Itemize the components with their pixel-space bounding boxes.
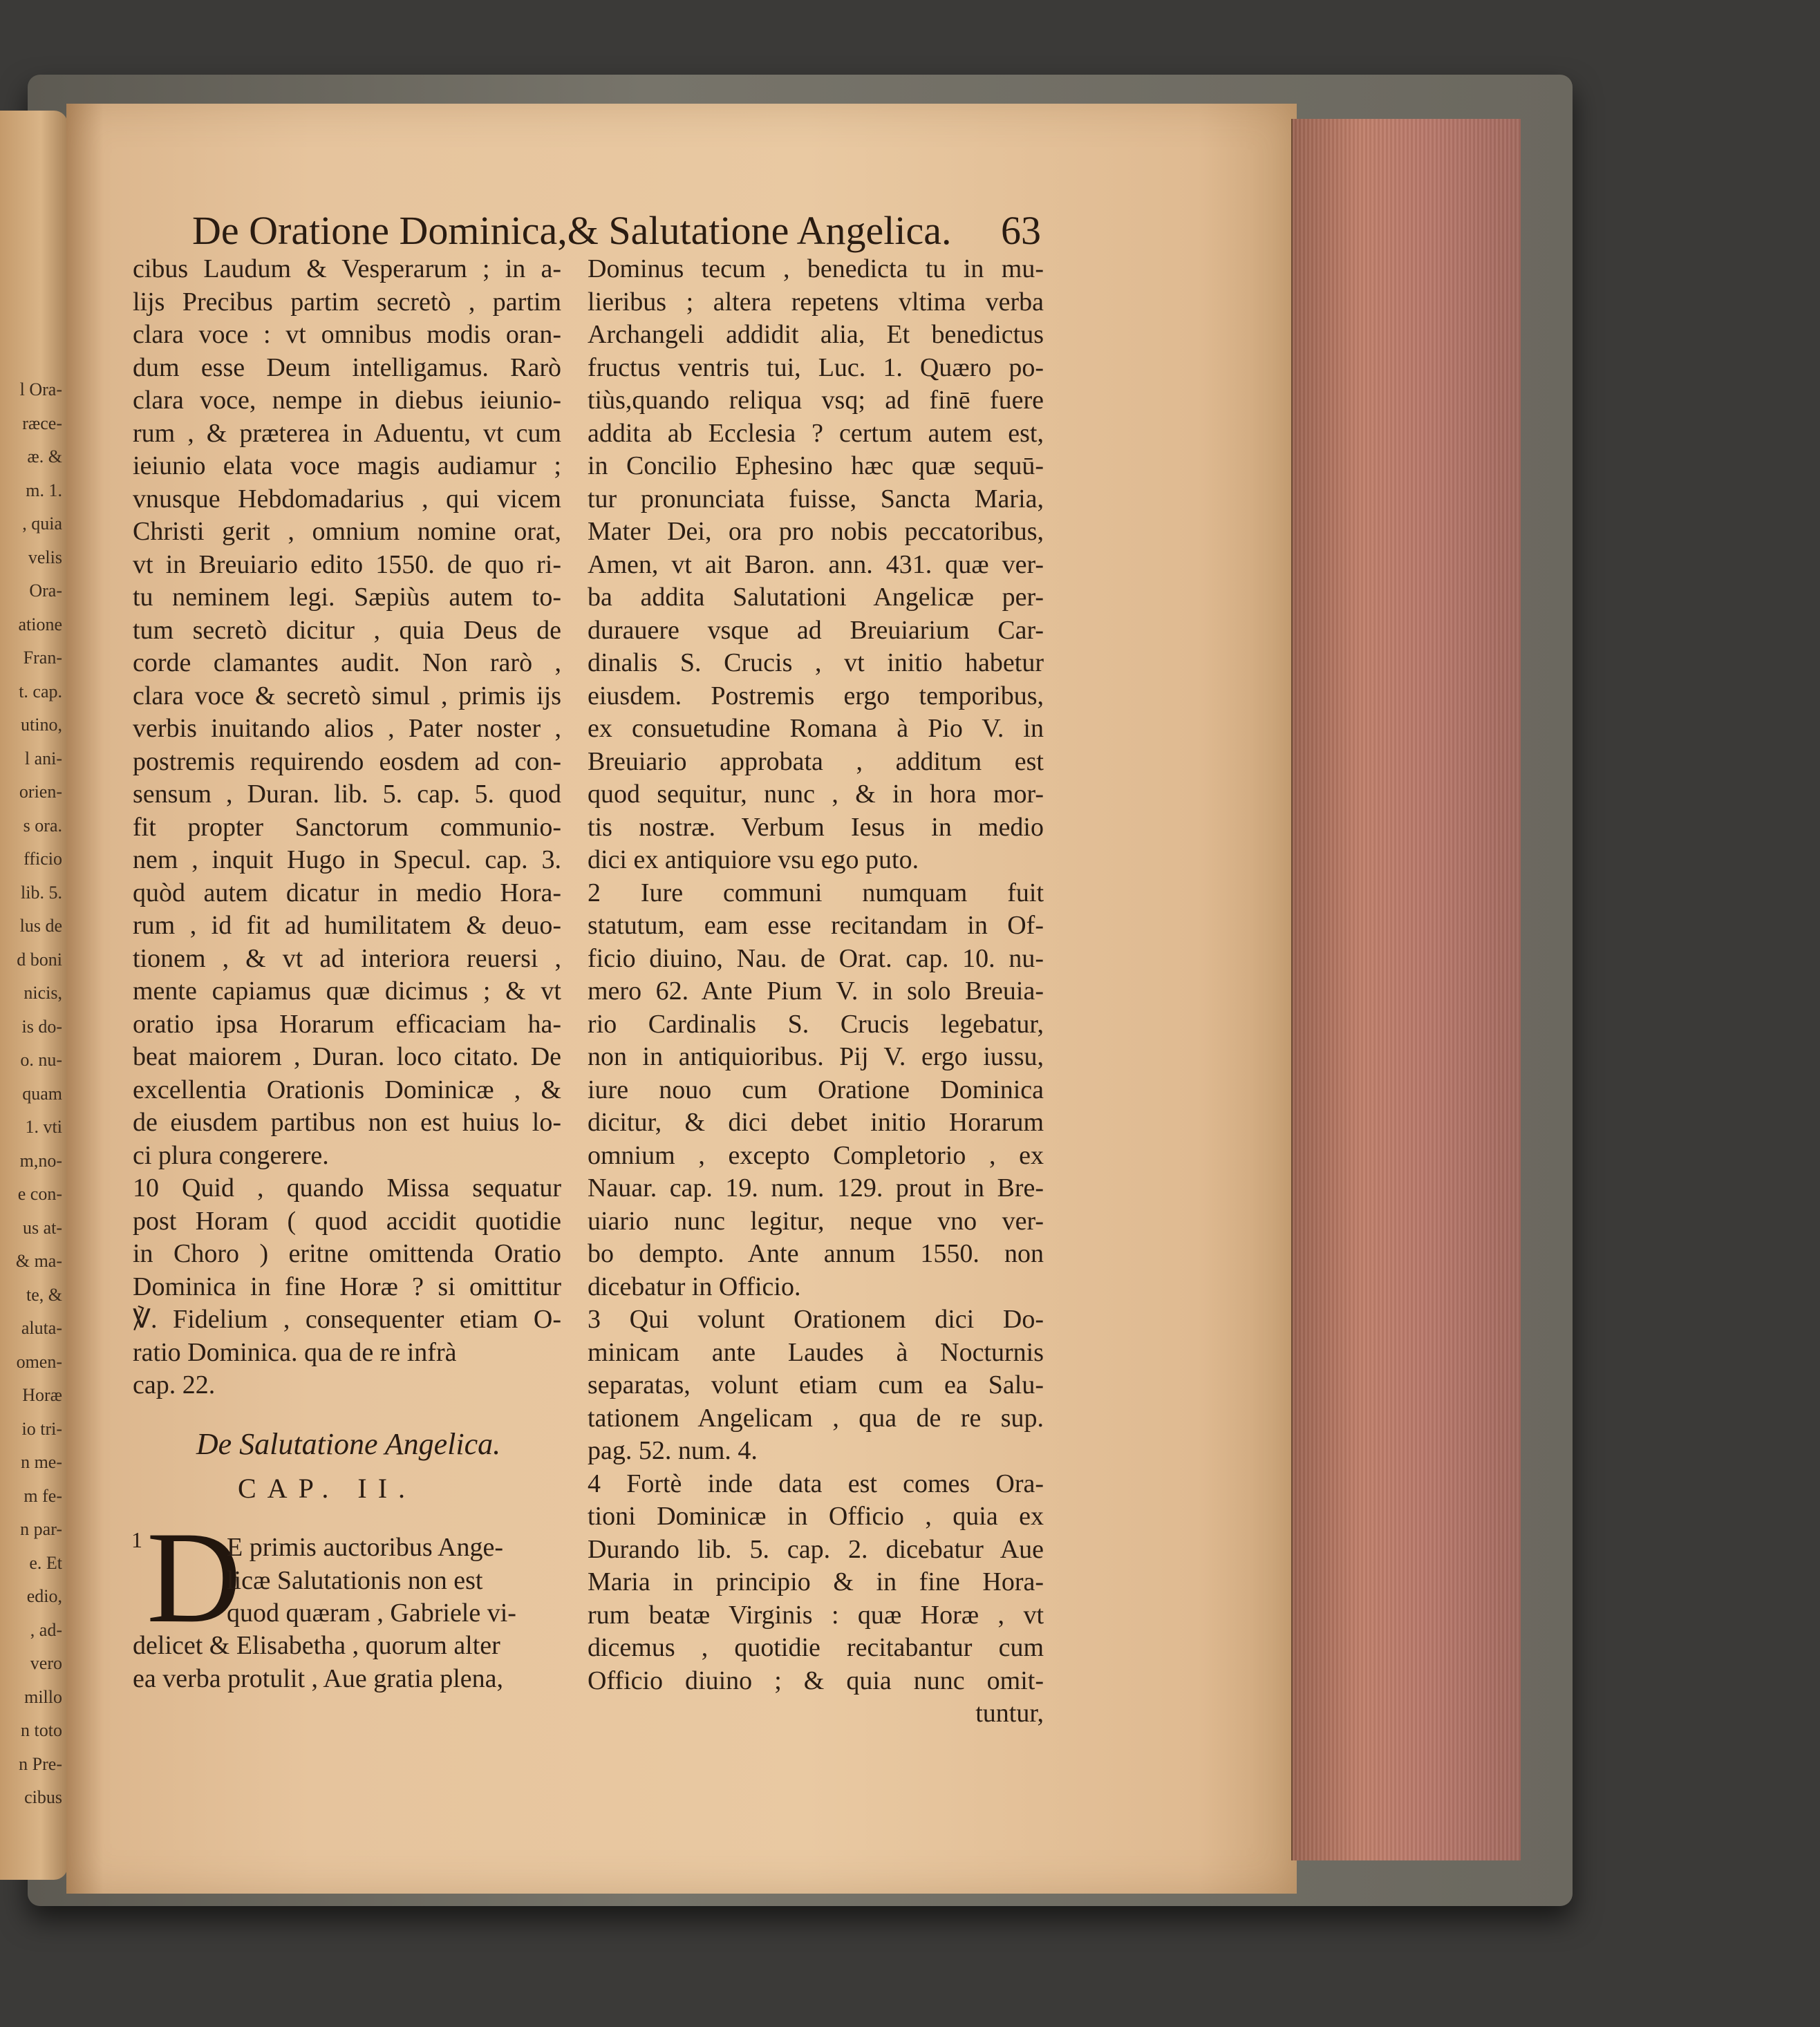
text-line: iure nouo cum Oratione Dominica bbox=[588, 1075, 1044, 1104]
left-page-fragment: millo bbox=[24, 1686, 62, 1707]
right-column bbox=[588, 253, 1044, 1731]
text-line: tationem Angelicam , qua de re sup. bbox=[588, 1403, 1044, 1433]
text-line: quod sequitur, nunc , & in hora mor- bbox=[588, 780, 1044, 809]
left-page-fragment: velis bbox=[28, 547, 62, 567]
text-line: oratio ipsa Horarum efficaciam ha- bbox=[133, 1009, 561, 1039]
text-line: ficio diuino, Nau. de Orat. cap. 10. nu- bbox=[588, 943, 1044, 973]
text-line: tuntur, bbox=[975, 1699, 1044, 1728]
left-page-fragment: edio, bbox=[26, 1586, 62, 1606]
paragraph-continuation bbox=[133, 1630, 561, 1695]
text-line: dicitur, & dici debet initio Horarum bbox=[588, 1108, 1044, 1137]
left-page bbox=[0, 111, 68, 1880]
text-line: Nauar. cap. 19. num. 129. prout in Bre- bbox=[588, 1173, 1044, 1203]
text-line: tu neminem legi. Sæpiùs autem to- bbox=[133, 583, 561, 612]
text-line: postremis requirendo eosdem ad con- bbox=[133, 746, 561, 776]
left-page-fragment: io tri- bbox=[21, 1418, 62, 1439]
text-line: tum secretò dicitur , quia Deus de bbox=[133, 615, 561, 645]
text-line: Breuiario approbata , additum est bbox=[588, 746, 1044, 776]
text-line: Mater Dei, ora pro nobis peccatoribus, bbox=[588, 517, 1044, 546]
text-line: de eiusdem partibus non est huius lo- bbox=[133, 1108, 561, 1137]
left-page-fragment: nicis, bbox=[24, 983, 62, 1003]
text-line: beat maiorem , Duran. loco citato. De bbox=[133, 1042, 561, 1071]
text-line: dicemus , quotidie recitabantur cum bbox=[588, 1633, 1044, 1662]
chapter-title: CAP. II. bbox=[238, 1473, 417, 1504]
text-line: cap. 22. bbox=[133, 1370, 216, 1399]
text-line: quòd autem dicatur in medio Hora- bbox=[133, 878, 561, 907]
text-line: Dominica in fine Horæ ? si omittitur bbox=[133, 1272, 561, 1301]
text-line: addita ab Ecclesia ? certum autem est, bbox=[588, 418, 1044, 448]
text-line: 2 Iure communi numquam fuit bbox=[588, 878, 1044, 907]
text-line: rum , & præterea in Aduentu, vt cum bbox=[133, 418, 561, 448]
text-line: rio Cardinalis S. Crucis legebatur, bbox=[588, 1009, 1044, 1039]
text-line: eiusdem. Postremis ergo temporibus, bbox=[588, 681, 1044, 710]
text-line: Dominus tecum , benedicta tu in mu- bbox=[588, 254, 1044, 283]
left-column bbox=[133, 253, 561, 1402]
left-page-fragment: omen- bbox=[16, 1351, 62, 1372]
text-line: E primis auctoribus Ange- bbox=[227, 1533, 503, 1562]
section-title: De Salutatione Angelica. bbox=[196, 1427, 501, 1461]
text-line: 4 Fortè inde data est comes Ora- bbox=[588, 1469, 1044, 1498]
text-line: Durando lib. 5. cap. 2. dicebatur Aue bbox=[588, 1534, 1044, 1564]
left-page-fragment: us at- bbox=[22, 1217, 62, 1238]
text-line: mente capiamus quæ dicimus ; & vt bbox=[133, 977, 561, 1006]
left-page-fragment: n Pre- bbox=[19, 1753, 62, 1774]
text-line: Christi gerit , omnium nomine orat, bbox=[133, 517, 561, 546]
text-line: ex consuetudine Romana à Pio V. in bbox=[588, 714, 1044, 743]
text-line: Archangeli addidit alia, Et benedictus bbox=[588, 320, 1044, 349]
left-page-fragments bbox=[0, 373, 66, 1815]
text-line: ℣. Fidelium , consequenter etiam O- bbox=[133, 1305, 561, 1334]
text-line: dum esse Deum intelligamus. Rarò bbox=[133, 352, 561, 382]
text-line: uiario nunc legitur, neque vno ver- bbox=[588, 1206, 1044, 1236]
drop-cap: D bbox=[147, 1505, 242, 1650]
left-page-fragment: lus de bbox=[19, 916, 62, 936]
left-page-fragment: l Ora- bbox=[19, 379, 62, 399]
left-page-fragment: m. 1. bbox=[26, 480, 62, 500]
text-line: vt in Breuiario edito 1550. de quo ri- bbox=[133, 549, 561, 579]
left-page-fragment: utino, bbox=[21, 715, 62, 735]
text-line: non in antiquioribus. Pij V. ergo iussu, bbox=[588, 1042, 1044, 1071]
text-line: clara voce & secretò simul , primis ijs bbox=[133, 681, 561, 710]
paragraph-number: 1 bbox=[131, 1527, 142, 1552]
left-page-fragment: & ma- bbox=[15, 1251, 62, 1271]
text-line: clara voce : vt omnibus modis oran- bbox=[133, 320, 561, 349]
text-line: ci plura congerere. bbox=[133, 1140, 329, 1170]
text-line: licæ Salutationis non est bbox=[227, 1565, 483, 1595]
text-line: verbis inuitando alios , Pater noster , bbox=[133, 714, 561, 743]
text-line: rum beatæ Virginis : quæ Horæ , vt bbox=[588, 1600, 1044, 1630]
left-page-fragment: is do- bbox=[21, 1016, 62, 1037]
left-page-fragment: n toto bbox=[21, 1720, 62, 1740]
left-page-fragment: , ad- bbox=[30, 1619, 62, 1640]
text-line: rum , id fit ad humilitatem & deuo- bbox=[133, 911, 561, 940]
left-page-fragment: cibus bbox=[24, 1787, 62, 1807]
left-page-fragment: o. nu- bbox=[20, 1050, 62, 1070]
left-page-fragment: s ora. bbox=[23, 815, 62, 836]
text-line: durauere vsque ad Breuiarium Car- bbox=[588, 615, 1044, 645]
text-line: delicet & Elisabetha , quorum alter bbox=[133, 1631, 500, 1660]
text-line: vnusque Hebdomadarius , qui vicem bbox=[133, 484, 561, 513]
text-line: dici ex antiquiore vsu ego puto. bbox=[588, 845, 919, 874]
text-line: quod quæram , Gabriele vi- bbox=[227, 1599, 516, 1628]
left-page-fragment: lib. 5. bbox=[21, 882, 62, 903]
left-page-fragment: quam bbox=[22, 1083, 62, 1104]
left-page-fragment: l ani- bbox=[24, 748, 62, 769]
left-page-fragment: aluta- bbox=[21, 1318, 62, 1338]
text-line: ratio Dominica. qua de re infrà bbox=[133, 1337, 457, 1367]
text-line: Maria in principio & in fine Hora- bbox=[588, 1567, 1044, 1596]
text-line: Officio diuino ; & quia nunc omit- bbox=[588, 1666, 1044, 1695]
left-page-fragment: n me- bbox=[21, 1452, 62, 1472]
text-line: excellentia Orationis Dominicæ , & bbox=[133, 1075, 561, 1104]
dropcap-lines bbox=[227, 1531, 561, 1630]
text-line: pag. 52. num. 4. bbox=[588, 1436, 758, 1465]
page-number: 63 bbox=[1001, 208, 1041, 253]
text-line: tionem , & vt ad interiora reuersi , bbox=[133, 943, 561, 973]
left-page-fragment: m,no- bbox=[19, 1150, 62, 1171]
text-line: bo dempto. Ante annum 1550. non bbox=[588, 1239, 1044, 1268]
text-line: tioni Dominicæ in Officio , quia ex bbox=[588, 1502, 1044, 1531]
text-line: nem , inquit Hugo in Specul. cap. 3. bbox=[133, 845, 561, 874]
page-edge bbox=[1291, 119, 1521, 1860]
text-line: in Concilio Ephesino hæc quæ sequū- bbox=[588, 451, 1044, 480]
running-header: De Oratione Dominica,& Salutatione Angelica. bbox=[192, 208, 952, 253]
text-line: lijs Precibus partim secretò , partim bbox=[133, 287, 561, 317]
text-line: tiùs,quando reliqua vsq; ad finē fuere bbox=[588, 386, 1044, 415]
left-page-fragment: orien- bbox=[19, 782, 62, 802]
text-line: 3 Qui volunt Orationem dici Do- bbox=[588, 1305, 1044, 1334]
text-line: dinalis S. Crucis , vt initio habetur bbox=[588, 648, 1044, 677]
left-page-fragment: d boni bbox=[17, 949, 62, 970]
text-line: 10 Quid , quando Missa sequatur bbox=[133, 1173, 561, 1203]
text-line: ba addita Salutationi Angelicæ per- bbox=[588, 583, 1044, 612]
text-line: Amen, vt ait Baron. ann. 431. quæ ver- bbox=[588, 549, 1044, 579]
text-line: post Horam ( quod accidit quotidie bbox=[133, 1206, 561, 1236]
left-page-fragment: ræce- bbox=[22, 413, 62, 433]
left-page-fragment: 1. vti bbox=[25, 1117, 62, 1137]
left-page-fragment: æ. & bbox=[27, 446, 62, 466]
text-line: sensum , Duran. lib. 5. cap. 5. quod bbox=[133, 780, 561, 809]
text-line: fit propter Sanctorum communio- bbox=[133, 812, 561, 842]
text-line: mero 62. Ante Pium V. in solo Breuia- bbox=[588, 977, 1044, 1006]
text-line: tis nostræ. Verbum Iesus in medio bbox=[588, 812, 1044, 842]
left-page-fragment: Fran- bbox=[23, 648, 62, 668]
left-page-fragment: e. Et bbox=[29, 1552, 62, 1573]
text-line: in Choro ) eritne omittenda Oratio bbox=[133, 1239, 561, 1268]
text-line: tur pronunciata fuisse, Sancta Maria, bbox=[588, 484, 1044, 513]
text-line: lieribus ; altera repetens vltima verba bbox=[588, 287, 1044, 317]
left-page-fragment: e con- bbox=[17, 1184, 62, 1204]
text-line: omnium , excepto Completorio , ex bbox=[588, 1140, 1044, 1170]
text-line: cibus Laudum & Vesperarum ; in a- bbox=[133, 254, 561, 283]
text-line: ea verba protulit , Aue gratia plena, bbox=[133, 1663, 504, 1693]
text-line: clara voce, nempe in diebus ieiunio- bbox=[133, 386, 561, 415]
text-line: dicebatur in Officio. bbox=[588, 1272, 801, 1301]
left-page-fragment: m fe- bbox=[24, 1485, 62, 1506]
left-page-fragment: n par- bbox=[20, 1519, 62, 1539]
text-line: separatas, volunt etiam cum ea Salu- bbox=[588, 1370, 1044, 1399]
text-line: minicam ante Laudes à Nocturnis bbox=[588, 1337, 1044, 1367]
left-page-fragment: t. cap. bbox=[19, 681, 62, 701]
left-page-fragment: te, & bbox=[26, 1284, 62, 1305]
left-page-fragment: Horæ bbox=[22, 1385, 62, 1405]
text-line: statutum, eam esse recitandam in Of- bbox=[588, 911, 1044, 940]
text-line: corde clamantes audit. Non rarò , bbox=[133, 648, 561, 677]
left-page-fragment: atione bbox=[18, 614, 62, 634]
left-page-fragment: Ora- bbox=[29, 581, 62, 601]
left-page-fragment: vero bbox=[30, 1653, 62, 1673]
text-line: fructus ventris tui, Luc. 1. Quæro po- bbox=[588, 352, 1044, 382]
left-page-fragment: , quia bbox=[22, 513, 62, 534]
left-page-fragment: fficio bbox=[24, 849, 62, 869]
text-line: ieiunio elata voce magis audiamur ; bbox=[133, 451, 561, 480]
